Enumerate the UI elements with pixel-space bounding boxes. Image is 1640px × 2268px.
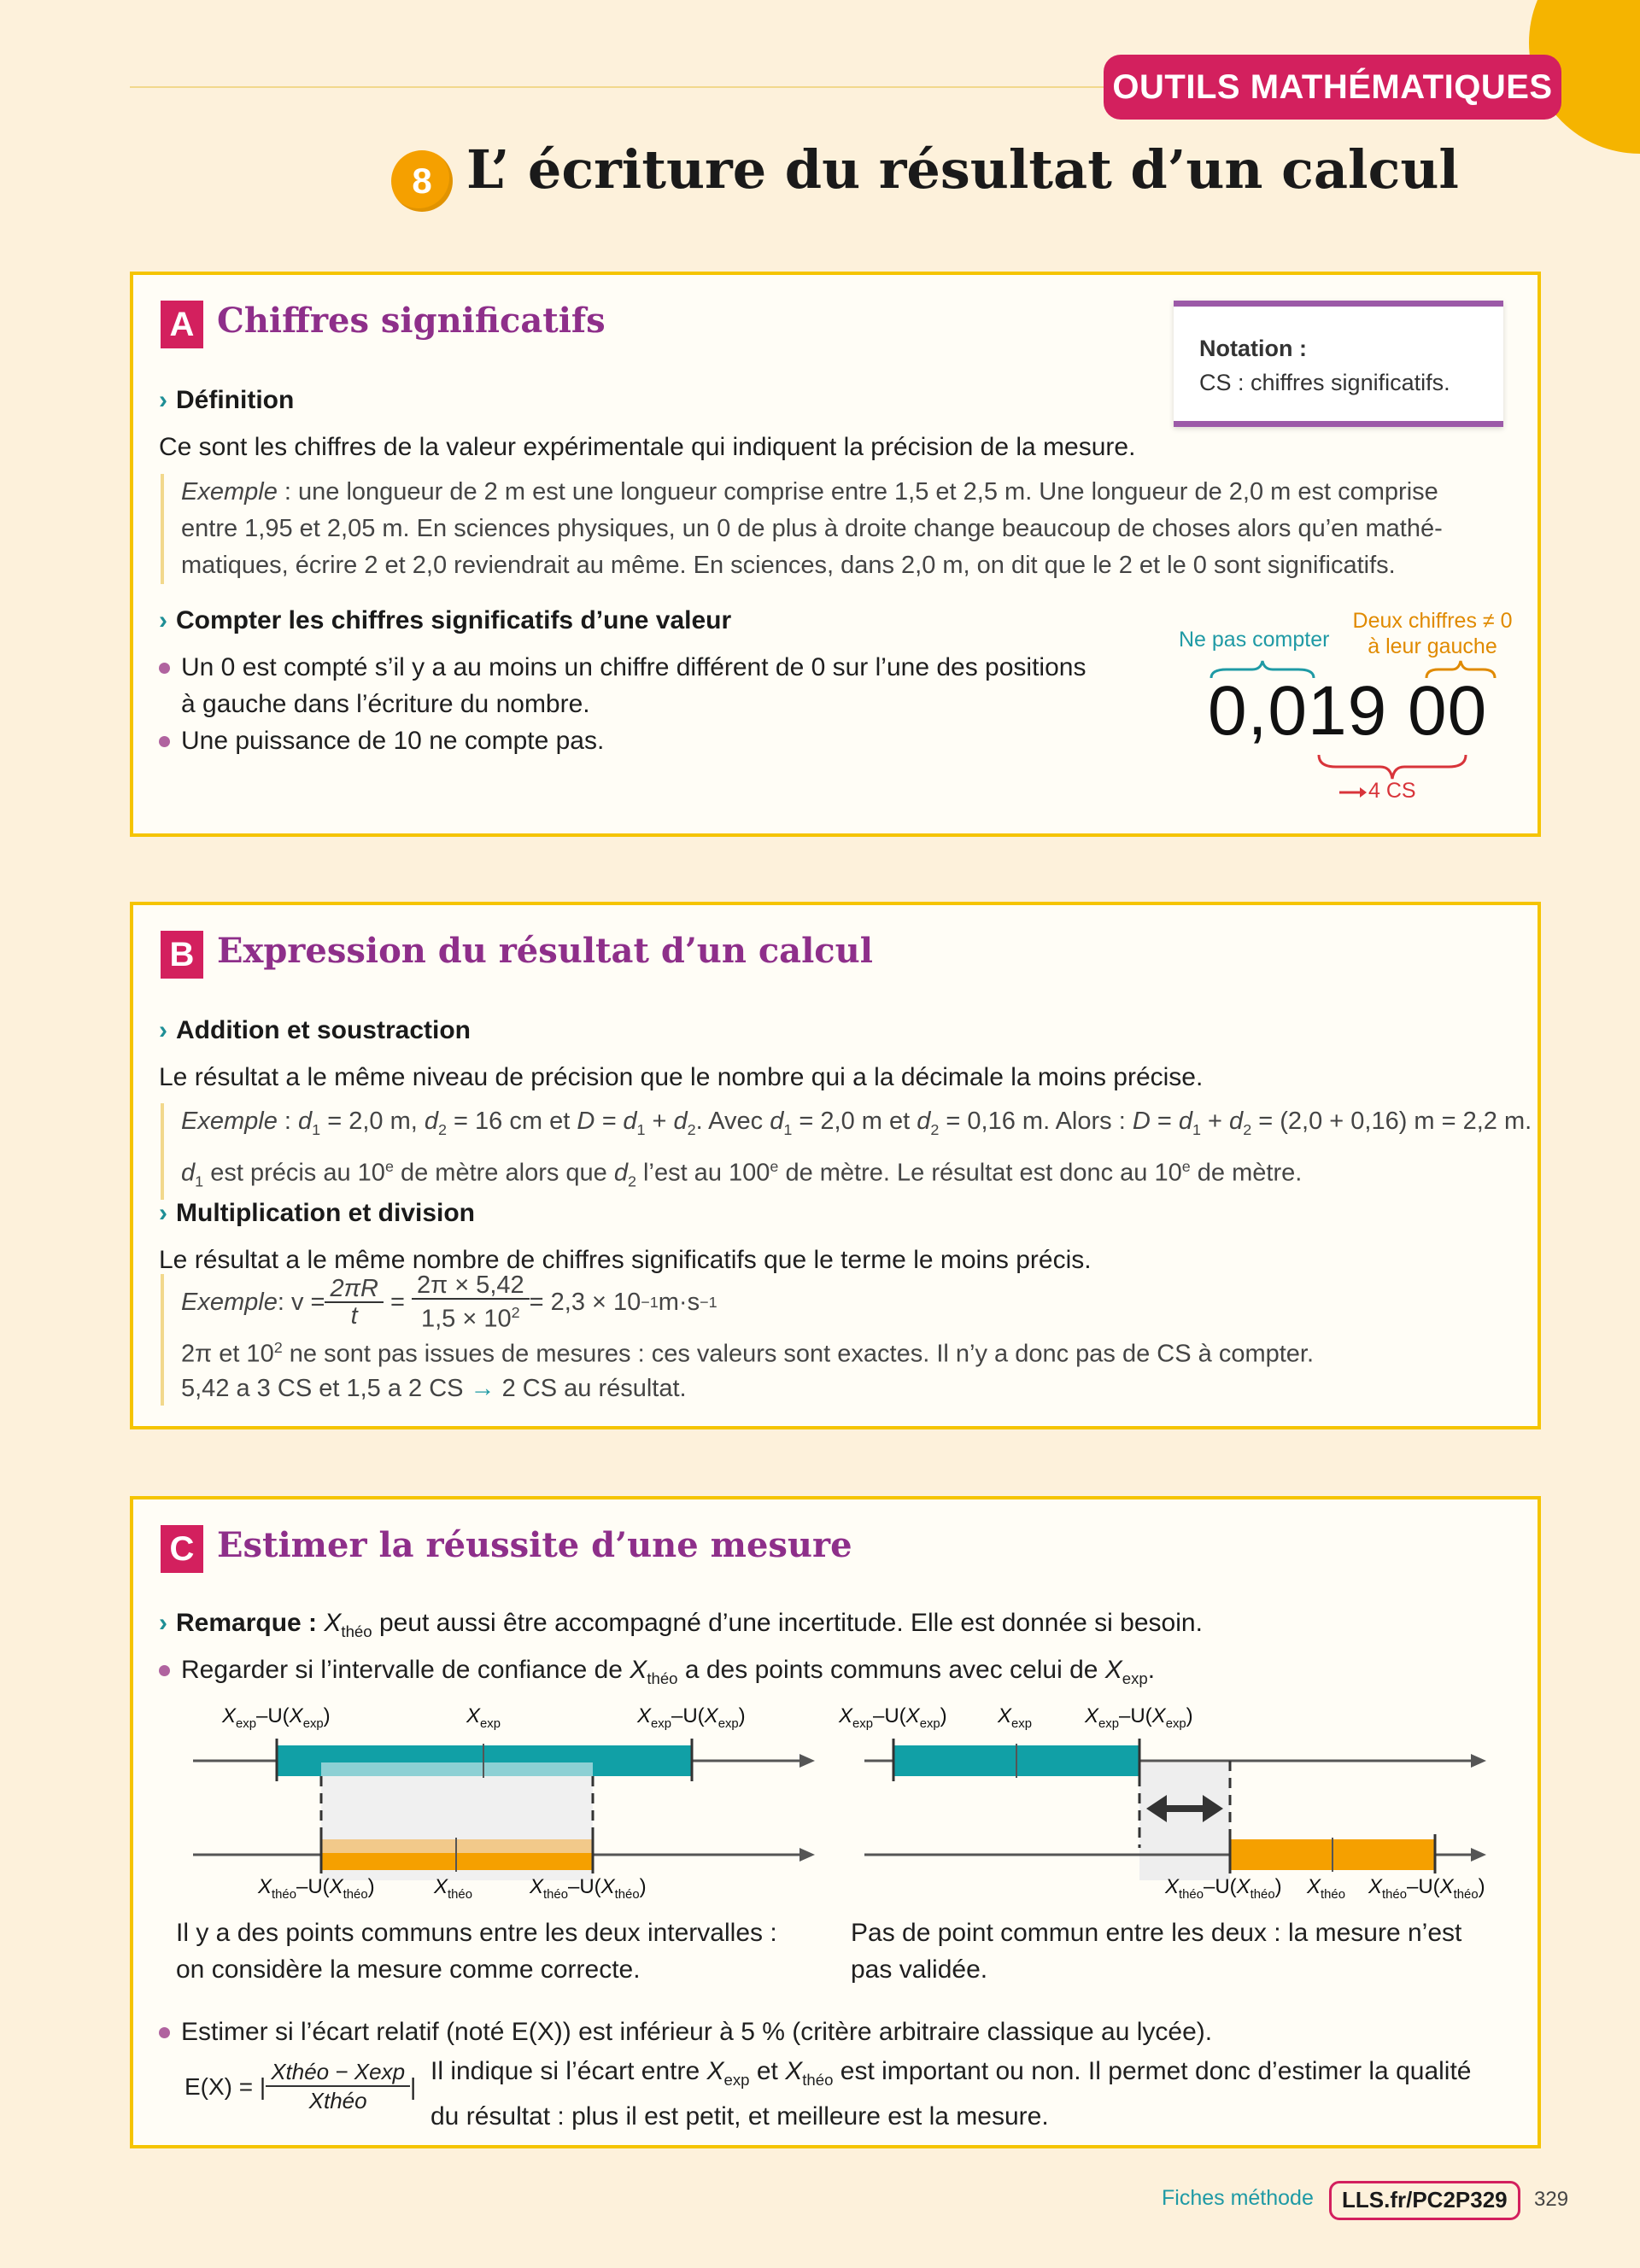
fraction-1: $\frac{2\pi R}{t}$ (325, 1276, 384, 1329)
notation-box (1174, 301, 1503, 427)
chevron-right-icon: › (159, 1199, 167, 1227)
remark: › Remarque : $X_{théo}$ peut aussi être accompagné d’une incertitude. Elle est donnée si besoin. (159, 1609, 1203, 1640)
chevron-right-icon: › (159, 1016, 167, 1044)
notation-text: CS : chiffres significatifs. (1199, 370, 1450, 395)
relative-gap-bullet: Estimer si l’écart relatif (noté E(X)) est inférieur à 5 % (critère arbitraire classique au lycée). (159, 2014, 1212, 2050)
fraction-2: $\frac{2\pi \times 5,42}{1,5 \times 10^2}$ (412, 1272, 530, 1332)
top-rule (130, 86, 1180, 88)
chapter-number-badge: 8 (391, 150, 453, 212)
notation-title: Notation : (1199, 336, 1307, 361)
left-caption: Il y a des points communs entre les deux intervalles : on considère la mesure comme correcte. (176, 1919, 777, 1984)
definition-example: Exemple : une longueur de 2 m est une longueur comprise entre 1,5 et 2,5 m. Une longueur de 2,0 m est comprise entre 1,95 et 2,05 m. En sciences physiques, un 0 de plus à droite change beaucoup de choses alors qu’en mathé- matiques, écrire 2 et 2,0 reviendrait au même. En sciences, dans 2,0 m, on dit que le 2 et le 0 sont significatifs. (161, 474, 1443, 584)
section-c-letter: C (161, 1525, 203, 1573)
left-theo-lower-label: $X_{théo}-U(X_{théo})$ (258, 1875, 375, 1902)
right-exp-upper-label: $X_{exp}-U(X_{exp})$ (1085, 1704, 1193, 1731)
footer-link[interactable]: LLS.fr/PC2P329 (1329, 2181, 1520, 2220)
left-theo-upper-label: $X_{théo}-U(X_{théo})$ (530, 1875, 647, 1902)
right-theo-label: $X_{théo}$ (1307, 1875, 1345, 1902)
right-caption: Pas de point commun entre les deux : la mesure n’est pas validée. (851, 1919, 1462, 1984)
theo-axis-arrow (800, 1848, 815, 1862)
footer-label: Fiches méthode (1162, 2186, 1314, 2210)
count-bullet-2: Une puissance de 10 ne compte pas. (159, 722, 604, 759)
definition-heading: › Définition (159, 386, 295, 414)
section-a-letter: A (161, 301, 203, 348)
section-c-title: Estimer la réussite d’une mesure (217, 1525, 852, 1565)
label-not-count: Ne pas compter (1179, 628, 1330, 652)
right-exp-label: $X_{exp}$ (998, 1704, 1032, 1731)
left-exp-upper-label: $X_{exp}-U(X_{exp})$ (637, 1704, 746, 1731)
addition-heading: › Addition et soustraction (159, 1016, 471, 1044)
section-b-letter: B (161, 931, 203, 979)
addition-example: Exemple : $d_1 = 2,0$ m, $d_2 = 16$ cm et $D = d_1 + d_2$. Avec $d_1 = 2,0$ m et $d_2 = 0,16$ m. Alors : $D = d_1 + d_2 = (2,0 + 0,16) m = 2,2$ m. $d_1$ est précis au 10e de mètre alors que $d_2$ l’est au 100e de mètre. Le résultat est donc au 10e de mètre. (161, 1103, 1532, 1200)
relative-gap-explanation: Il indique si l’écart entre $X_{exp}$ et $X_{théo}$ est important ou non. Il permet donc d’estimer la qualité du résultat : plus il est petit, et meilleure est la mesure. (430, 2057, 1472, 2131)
overlap-diagram (188, 1739, 820, 1892)
left-theo-label: $X_{théo}$ (434, 1875, 472, 1902)
left-exp-label: $X_{exp}$ (466, 1704, 501, 1731)
count-heading: › Compter les chiffres significatifs d’une valeur (159, 606, 732, 634)
left-exp-lower-label: $X_{exp}-U(X_{exp})$ (222, 1704, 331, 1731)
interval-bullet: Regarder si l’intervalle de confiance de $X_{théo}$ a des points communs avec celui de $X_{exp}$. (159, 1651, 1155, 1697)
right-exp-lower-label: $X_{exp}-U(X_{exp})$ (839, 1704, 947, 1731)
arrow-right-icon: → (470, 1374, 495, 1402)
exp-axis-arrow (1471, 1754, 1486, 1768)
right-theo-upper-label: $X_{théo}-U(X_{théo})$ (1368, 1875, 1485, 1902)
page-number: 329 (1534, 2188, 1569, 2211)
chevron-right-icon: › (159, 606, 167, 634)
gap-zone (1139, 1762, 1230, 1880)
theo-axis-arrow (1471, 1848, 1486, 1862)
definition-text: Ce sont les chiffres de la valeur expérimentale qui indiquent la précision de la mesure. (159, 433, 1136, 461)
multiplication-heading: › Multiplication et division (159, 1199, 476, 1227)
label-cs: 4 CS (1368, 779, 1416, 803)
no-overlap-diagram (859, 1739, 1491, 1892)
exp-axis-arrow (800, 1754, 815, 1768)
chevron-right-icon: › (159, 1609, 167, 1637)
multiplication-text: Le résultat a le même nombre de chiffres significatifs que le terme le moins précis. (159, 1246, 1092, 1274)
section-tag: OUTILS MATHÉMATIQUES (1104, 55, 1561, 120)
red-brace (1319, 755, 1466, 779)
multiplication-example: Exemple : v = $\frac{2\pi R}{t}$ = $\frac{2\pi \times 5,42}{1,5 \times 10^2}$ = 2,3 × 10 −1 m·s −1 2π et $10^2$ ne sont pas issues de mesures : ces valeurs sont exactes. Il n’y a donc pas de CS à compter. 5,42 a 3 CS et 1,5 a 2 CS → 2 CS au résultat. (161, 1274, 1314, 1406)
addition-text: Le résultat a le même niveau de précision que le nombre qui a la décimale la moins précise. (159, 1063, 1204, 1091)
relative-gap-formula: E(X) = | $\frac{\text{Xthéo − Xexp}}{\text{Xthéo}}$ | (184, 2059, 417, 2113)
count-bullet-1: Un 0 est compté s’il y a au moins un chiffre différent de 0 sur l’une des positions à gauche dans l’écriture du nombre. (159, 649, 1086, 722)
chevron-right-icon: › (159, 386, 167, 414)
right-theo-lower-label: $X_{théo}-U(X_{théo})$ (1165, 1875, 1282, 1902)
example-number: 0,019 00 (1208, 672, 1488, 750)
label-two-digits: Deux chiffres ≠ 0 à leur gauche (1352, 609, 1513, 658)
red-arrow-icon (1338, 784, 1372, 801)
exp-overlap-bar (321, 1762, 593, 1776)
section-a-title: Chiffres significatifs (217, 301, 606, 341)
page-title: L’ écriture du résultat d’un calcul (466, 138, 1459, 201)
section-b-title: Expression du résultat d’un calcul (217, 931, 873, 971)
